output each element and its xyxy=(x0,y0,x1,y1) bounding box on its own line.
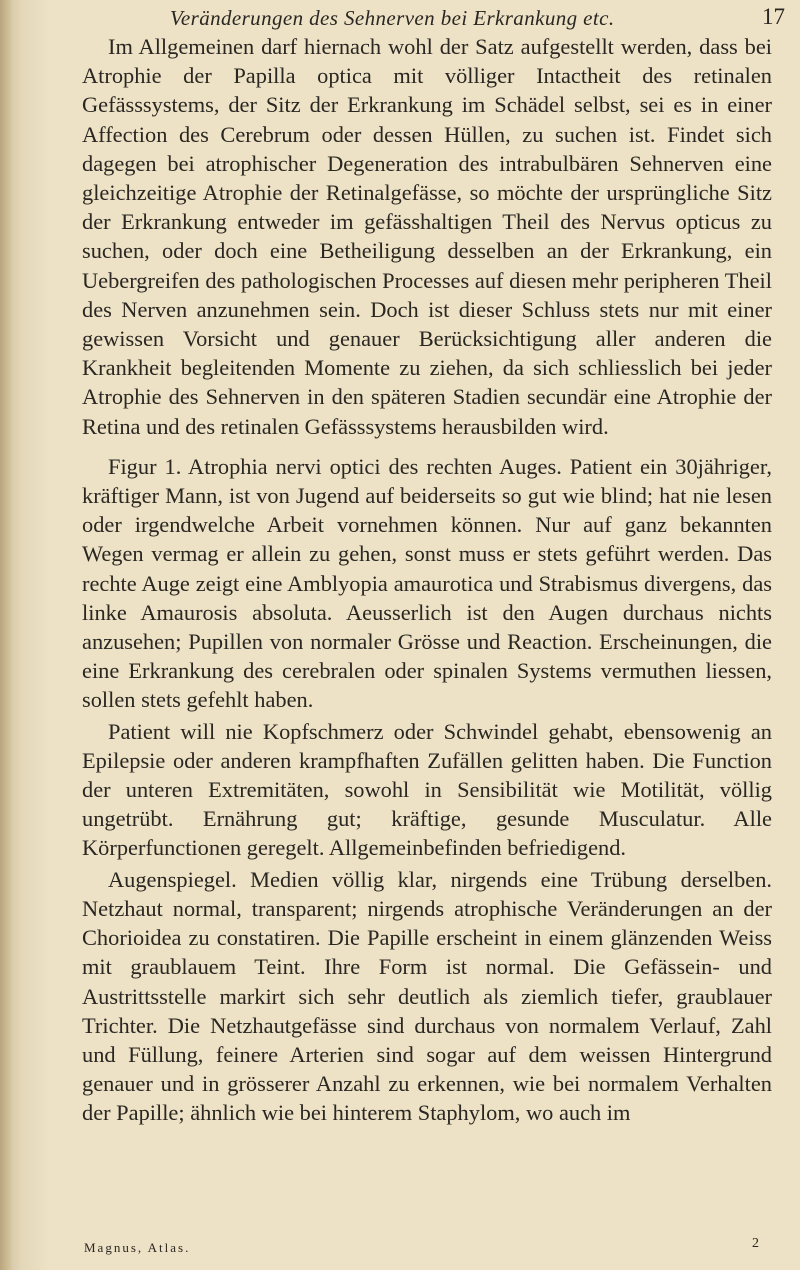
signature-mark: 2 xyxy=(752,1236,759,1251)
page-number: 17 xyxy=(762,4,785,29)
paragraph-patient-history: Patient will nie Kopfschmerz oder Schwindel gehabt, ebensowenig an Epilepsie oder anderen krampfhaften Zufällen gelitten haben. Die Function der unteren Extremitäten, sowohl in Sensibilität wie Motilität, völlig ungetrübt. Ernährung gut; kräftige, gesunde Musculatur. Alle Körperfunctionen geregelt. Allgemeinbefinden befriedigend. xyxy=(82,718,772,861)
paragraph-ophthalmoscope: Augenspiegel. Medien völlig klar, nirgends eine Trübung derselben. Netzhaut normal, transparent; nirgends atrophische Veränderungen an der Chorioidea zu constatiren. Die Papille erscheint in einem glänzenden Weiss mit graublauem Teint. Ihre Form ist normal. Die Gefässein- und Austrittsstelle markirt sich sehr deutlich als ziemlich tiefer, graublauer Trichter. Die Netzhautgefässe sind durchaus von normalem Verlauf, Zahl und Füllung, feinere Arterien sind sogar auf dem weissen Hintergrund genauer und in grösserer Anzahl zu erkennen, wie bei normalem Verhalten der Papille; ähnlich wie bei hinterem Staphylom, wo auch im xyxy=(82,866,772,1126)
paragraph-conclusion: Im Allgemeinen darf hiernach wohl der Satz aufgestellt werden, dass bei Atrophie der Papilla optica mit völliger Intactheit des retinalen Gefässsystems, der Sitz der Erkrankung im Schädel selbst, sei es in einer Affection des Cerebrum oder dessen Hüllen, zu suchen ist. Findet sich dagegen bei atrophischer Degeneration des intrabulbären Sehnerven eine gleichzeitige Atrophie der Retinalgefässe, so möchte der ursprüngliche Sitz der Erkrankung entweder im gefässhaltigen Theil des Nervus opticus zu suchen, oder doch eine Betheiligung desselben an der Erkrankung, ein Uebergreifen des pathologischen Processes auf diesen mehr peripheren Theil des Nerven anzunehmen sein. Doch ist dieser Schluss stets nur mit einer gewissen Vorsicht und genauer Berücksichtigung aller anderen die Krankheit begleitenden Momente zu ziehen, da sich schliesslich bei jeder Atrophie des Sehnerven in den späteren Stadien secundär eine Atrophie der Retina und des retinalen Gefässsystems herausbilden wird. xyxy=(82,34,772,439)
printer-signature: Magnus, Atlas. xyxy=(84,1240,191,1255)
binding-gutter xyxy=(0,0,12,1270)
body-text xyxy=(82,32,772,1128)
running-title: Veränderungen des Sehnerven bei Erkrankung etc. xyxy=(170,6,615,30)
paragraph-figure-1: Figur 1. Atrophia nervi optici des rechten Auges. Patient ein 30jähriger, kräftiger Mann, ist von Jugend auf beiderseits so gut wie blind; hat nie lesen oder irgendwelche Arbeit vornehmen können. Nur auf ganz bekannten Wegen vermag er allein zu gehen, sonst muss er stets geführt werden. Das rechte Auge zeigt eine Amblyopia amaurotica und Strabismus divergens, das linke Amaurosis absoluta. Aeusserlich ist den Augen durchaus nichts anzusehen; Pupillen von normaler Grösse und Reaction. Erscheinungen, die eine Erkrankung des cerebralen oder spinalen Systems vermuthen liessen, sollen stets gefehlt haben. xyxy=(82,453,772,713)
